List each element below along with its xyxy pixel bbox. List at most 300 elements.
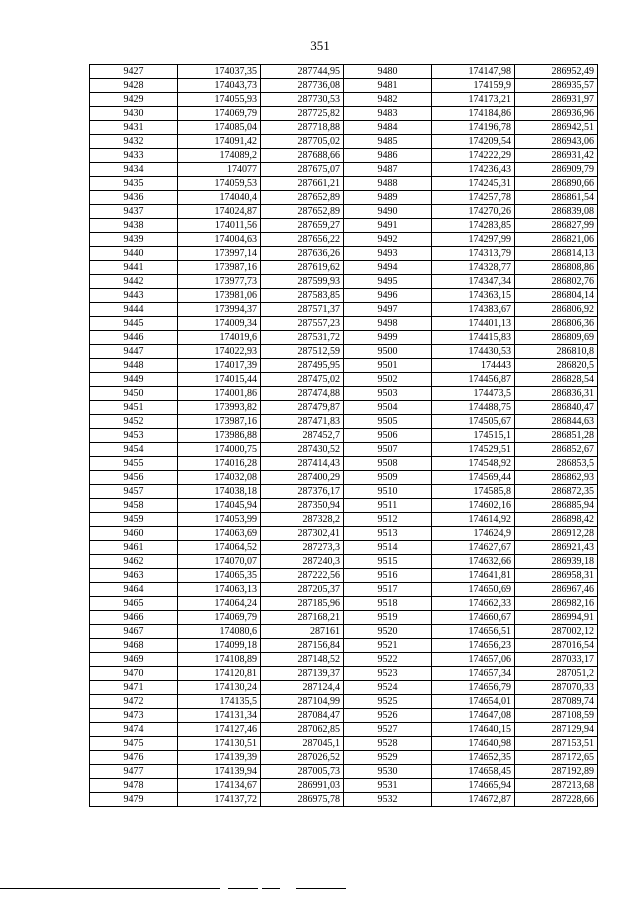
table-row	[90, 289, 598, 303]
y-coordinate-cell: 286939,18	[515, 555, 598, 569]
x-coordinate-cell: 173997,14	[178, 247, 261, 261]
x-coordinate-cell: 174053,99	[178, 513, 261, 527]
table-row	[90, 107, 598, 121]
point-number-cell: 9468	[90, 639, 178, 653]
point-number-cell: 9477	[90, 765, 178, 779]
y-coordinate-cell: 287129,94	[515, 723, 598, 737]
x-coordinate-cell: 174016,28	[178, 457, 261, 471]
x-coordinate-cell: 174037,35	[178, 65, 261, 79]
x-coordinate-cell: 174173,21	[432, 93, 515, 107]
point-number-cell: 9441	[90, 261, 178, 275]
x-coordinate-cell: 174614,92	[432, 513, 515, 527]
y-coordinate-cell: 287705,02	[261, 135, 344, 149]
x-coordinate-cell: 174080,6	[178, 625, 261, 639]
x-coordinate-cell: 174059,53	[178, 177, 261, 191]
point-number-cell: 9526	[344, 709, 432, 723]
y-coordinate-cell: 287240,3	[261, 555, 344, 569]
y-coordinate-cell: 286967,46	[515, 583, 598, 597]
point-number-cell: 9437	[90, 205, 178, 219]
x-coordinate-cell: 174657,06	[432, 653, 515, 667]
table-row	[90, 401, 598, 415]
y-coordinate-cell: 286921,43	[515, 541, 598, 555]
y-coordinate-cell: 286839,08	[515, 205, 598, 219]
y-coordinate-cell: 287148,52	[261, 653, 344, 667]
x-coordinate-cell: 174654,01	[432, 695, 515, 709]
y-coordinate-cell: 287273,3	[261, 541, 344, 555]
point-number-cell: 9510	[344, 485, 432, 499]
point-number-cell: 9470	[90, 667, 178, 681]
y-coordinate-cell: 287725,82	[261, 107, 344, 121]
x-coordinate-cell: 174127,46	[178, 723, 261, 737]
x-coordinate-cell: 174430,53	[432, 345, 515, 359]
x-coordinate-cell: 174108,89	[178, 653, 261, 667]
y-coordinate-cell: 286872,35	[515, 485, 598, 499]
point-number-cell: 9519	[344, 611, 432, 625]
x-coordinate-cell: 174548,92	[432, 457, 515, 471]
x-coordinate-cell: 174055,93	[178, 93, 261, 107]
point-number-cell: 9428	[90, 79, 178, 93]
x-coordinate-cell: 174089,2	[178, 149, 261, 163]
point-number-cell: 9452	[90, 415, 178, 429]
y-coordinate-cell: 287452,7	[261, 429, 344, 443]
y-coordinate-cell: 287479,87	[261, 401, 344, 415]
point-number-cell: 9531	[344, 779, 432, 793]
point-number-cell: 9449	[90, 373, 178, 387]
x-coordinate-cell: 174313,79	[432, 247, 515, 261]
y-coordinate-cell: 287228,66	[515, 793, 598, 807]
y-coordinate-cell: 286898,42	[515, 513, 598, 527]
x-coordinate-cell: 174585,8	[432, 485, 515, 499]
x-coordinate-cell: 174130,51	[178, 737, 261, 751]
point-number-cell: 9480	[344, 65, 432, 79]
table-row	[90, 471, 598, 485]
y-coordinate-cell: 286861,54	[515, 191, 598, 205]
x-coordinate-cell: 174569,44	[432, 471, 515, 485]
x-coordinate-cell: 174443	[432, 359, 515, 373]
x-coordinate-cell: 174488,75	[432, 401, 515, 415]
x-coordinate-cell: 174383,67	[432, 303, 515, 317]
y-coordinate-cell: 286943,06	[515, 135, 598, 149]
y-coordinate-cell: 287474,88	[261, 387, 344, 401]
point-number-cell: 9472	[90, 695, 178, 709]
x-coordinate-cell: 174363,15	[432, 289, 515, 303]
y-coordinate-cell: 287185,96	[261, 597, 344, 611]
point-number-cell: 9497	[344, 303, 432, 317]
table-row	[90, 639, 598, 653]
y-coordinate-cell: 287002,12	[515, 625, 598, 639]
y-coordinate-cell: 286952,49	[515, 65, 598, 79]
table-row	[90, 765, 598, 779]
point-number-cell: 9432	[90, 135, 178, 149]
y-coordinate-cell: 287471,83	[261, 415, 344, 429]
y-coordinate-cell: 287124,4	[261, 681, 344, 695]
point-number-cell: 9434	[90, 163, 178, 177]
y-coordinate-cell: 286851,28	[515, 429, 598, 443]
table-row	[90, 569, 598, 583]
table-row	[90, 499, 598, 513]
x-coordinate-cell: 174000,75	[178, 443, 261, 457]
y-coordinate-cell: 287070,33	[515, 681, 598, 695]
y-coordinate-cell: 287084,47	[261, 709, 344, 723]
x-coordinate-cell: 174134,67	[178, 779, 261, 793]
table-row	[90, 135, 598, 149]
x-coordinate-cell: 174657,34	[432, 667, 515, 681]
table-row	[90, 737, 598, 751]
y-coordinate-cell: 286821,06	[515, 233, 598, 247]
x-coordinate-cell: 174222,29	[432, 149, 515, 163]
y-coordinate-cell: 286810,8	[515, 345, 598, 359]
y-coordinate-cell: 287104,99	[261, 695, 344, 709]
y-coordinate-cell: 287675,07	[261, 163, 344, 177]
y-coordinate-cell: 287172,65	[515, 751, 598, 765]
point-number-cell: 9465	[90, 597, 178, 611]
x-coordinate-cell: 174017,39	[178, 359, 261, 373]
y-coordinate-cell: 286909,79	[515, 163, 598, 177]
x-coordinate-cell: 174009,34	[178, 317, 261, 331]
point-number-cell: 9502	[344, 373, 432, 387]
table-row	[90, 149, 598, 163]
point-number-cell: 9467	[90, 625, 178, 639]
point-number-cell: 9505	[344, 415, 432, 429]
x-coordinate-cell: 174139,39	[178, 751, 261, 765]
y-coordinate-cell: 286804,14	[515, 289, 598, 303]
x-coordinate-cell: 174515,1	[432, 429, 515, 443]
table-row	[90, 163, 598, 177]
table-row	[90, 275, 598, 289]
point-number-cell: 9460	[90, 527, 178, 541]
x-coordinate-cell: 174602,16	[432, 499, 515, 513]
table-row	[90, 93, 598, 107]
y-coordinate-cell: 286806,92	[515, 303, 598, 317]
y-coordinate-cell: 286820,5	[515, 359, 598, 373]
point-number-cell: 9508	[344, 457, 432, 471]
footer-rule	[296, 888, 346, 889]
point-number-cell: 9461	[90, 541, 178, 555]
x-coordinate-cell: 174665,94	[432, 779, 515, 793]
point-number-cell: 9492	[344, 233, 432, 247]
point-number-cell: 9459	[90, 513, 178, 527]
x-coordinate-cell: 174091,42	[178, 135, 261, 149]
table-row	[90, 779, 598, 793]
point-number-cell: 9491	[344, 219, 432, 233]
table-row	[90, 233, 598, 247]
y-coordinate-cell: 287156,84	[261, 639, 344, 653]
y-coordinate-cell: 287045,1	[261, 737, 344, 751]
x-coordinate-cell: 174147,98	[432, 65, 515, 79]
point-number-cell: 9446	[90, 331, 178, 345]
point-number-cell: 9455	[90, 457, 178, 471]
point-number-cell: 9436	[90, 191, 178, 205]
table-row	[90, 695, 598, 709]
point-number-cell: 9522	[344, 653, 432, 667]
point-number-cell: 9512	[344, 513, 432, 527]
y-coordinate-cell: 287495,95	[261, 359, 344, 373]
point-number-cell: 9471	[90, 681, 178, 695]
table-row	[90, 583, 598, 597]
table-row	[90, 527, 598, 541]
x-coordinate-cell: 174019,6	[178, 331, 261, 345]
y-coordinate-cell: 286890,66	[515, 177, 598, 191]
point-number-cell: 9494	[344, 261, 432, 275]
y-coordinate-cell: 287571,37	[261, 303, 344, 317]
point-number-cell: 9506	[344, 429, 432, 443]
table-row	[90, 373, 598, 387]
point-number-cell: 9435	[90, 177, 178, 191]
coordinates-table-body	[90, 65, 598, 807]
point-number-cell: 9464	[90, 583, 178, 597]
x-coordinate-cell: 174236,43	[432, 163, 515, 177]
x-coordinate-cell: 174640,98	[432, 737, 515, 751]
x-coordinate-cell: 174328,77	[432, 261, 515, 275]
x-coordinate-cell: 174640,15	[432, 723, 515, 737]
point-number-cell: 9495	[344, 275, 432, 289]
x-coordinate-cell: 174077	[178, 163, 261, 177]
table-row	[90, 751, 598, 765]
y-coordinate-cell: 287718,88	[261, 121, 344, 135]
y-coordinate-cell: 286840,47	[515, 401, 598, 415]
y-coordinate-cell: 287636,26	[261, 247, 344, 261]
y-coordinate-cell: 287033,17	[515, 653, 598, 667]
y-coordinate-cell: 287599,93	[261, 275, 344, 289]
x-coordinate-cell: 174137,72	[178, 793, 261, 807]
x-coordinate-cell: 174135,5	[178, 695, 261, 709]
point-number-cell: 9462	[90, 555, 178, 569]
x-coordinate-cell: 174662,33	[432, 597, 515, 611]
x-coordinate-cell: 174658,45	[432, 765, 515, 779]
x-coordinate-cell: 174632,66	[432, 555, 515, 569]
x-coordinate-cell: 174159,9	[432, 79, 515, 93]
point-number-cell: 9481	[344, 79, 432, 93]
x-coordinate-cell: 173987,16	[178, 415, 261, 429]
y-coordinate-cell: 286975,78	[261, 793, 344, 807]
y-coordinate-cell: 287430,52	[261, 443, 344, 457]
x-coordinate-cell: 174038,18	[178, 485, 261, 499]
x-coordinate-cell: 174245,31	[432, 177, 515, 191]
x-coordinate-cell: 174120,81	[178, 667, 261, 681]
table-row	[90, 625, 598, 639]
y-coordinate-cell: 286991,03	[261, 779, 344, 793]
y-coordinate-cell: 286802,76	[515, 275, 598, 289]
x-coordinate-cell: 174672,87	[432, 793, 515, 807]
table-row	[90, 681, 598, 695]
y-coordinate-cell: 286828,54	[515, 373, 598, 387]
x-coordinate-cell: 174647,08	[432, 709, 515, 723]
y-coordinate-cell: 287153,51	[515, 737, 598, 751]
y-coordinate-cell: 286931,97	[515, 93, 598, 107]
y-coordinate-cell: 286942,51	[515, 121, 598, 135]
table-row	[90, 191, 598, 205]
y-coordinate-cell: 286931,42	[515, 149, 598, 163]
page-number: 351	[310, 38, 330, 53]
point-number-cell: 9438	[90, 219, 178, 233]
x-coordinate-cell: 174656,23	[432, 639, 515, 653]
point-number-cell: 9485	[344, 135, 432, 149]
point-number-cell: 9475	[90, 737, 178, 751]
y-coordinate-cell: 286806,36	[515, 317, 598, 331]
x-coordinate-cell: 174270,26	[432, 205, 515, 219]
x-coordinate-cell: 174063,13	[178, 583, 261, 597]
table-row	[90, 331, 598, 345]
x-coordinate-cell: 173986,88	[178, 429, 261, 443]
table-row	[90, 485, 598, 499]
y-coordinate-cell: 286844,63	[515, 415, 598, 429]
x-coordinate-cell: 174505,67	[432, 415, 515, 429]
point-number-cell: 9482	[344, 93, 432, 107]
y-coordinate-cell: 286809,69	[515, 331, 598, 345]
point-number-cell: 9521	[344, 639, 432, 653]
y-coordinate-cell: 286982,16	[515, 597, 598, 611]
point-number-cell: 9493	[344, 247, 432, 261]
point-number-cell: 9518	[344, 597, 432, 611]
point-number-cell: 9433	[90, 149, 178, 163]
x-coordinate-cell: 174063,69	[178, 527, 261, 541]
x-coordinate-cell: 174130,24	[178, 681, 261, 695]
x-coordinate-cell: 174065,35	[178, 569, 261, 583]
point-number-cell: 9504	[344, 401, 432, 415]
x-coordinate-cell: 174529,51	[432, 443, 515, 457]
y-coordinate-cell: 286885,94	[515, 499, 598, 513]
point-number-cell: 9529	[344, 751, 432, 765]
y-coordinate-cell: 287051,2	[515, 667, 598, 681]
y-coordinate-cell: 287652,89	[261, 191, 344, 205]
table-row	[90, 723, 598, 737]
table-row	[90, 261, 598, 275]
y-coordinate-cell: 287062,85	[261, 723, 344, 737]
point-number-cell: 9500	[344, 345, 432, 359]
table-row	[90, 793, 598, 807]
table-row	[90, 177, 598, 191]
y-coordinate-cell: 287222,56	[261, 569, 344, 583]
point-number-cell: 9487	[344, 163, 432, 177]
table-row	[90, 219, 598, 233]
point-number-cell: 9442	[90, 275, 178, 289]
x-coordinate-cell: 173981,06	[178, 289, 261, 303]
point-number-cell: 9501	[344, 359, 432, 373]
point-number-cell: 9448	[90, 359, 178, 373]
y-coordinate-cell: 287005,73	[261, 765, 344, 779]
table-row	[90, 443, 598, 457]
y-coordinate-cell: 287744,95	[261, 65, 344, 79]
point-number-cell: 9439	[90, 233, 178, 247]
x-coordinate-cell: 174070,07	[178, 555, 261, 569]
y-coordinate-cell: 287213,68	[515, 779, 598, 793]
y-coordinate-cell: 287557,23	[261, 317, 344, 331]
x-coordinate-cell: 173994,37	[178, 303, 261, 317]
table-row	[90, 205, 598, 219]
point-number-cell: 9511	[344, 499, 432, 513]
y-coordinate-cell: 287328,2	[261, 513, 344, 527]
point-number-cell: 9431	[90, 121, 178, 135]
x-coordinate-cell: 174085,04	[178, 121, 261, 135]
table-row	[90, 317, 598, 331]
point-number-cell: 9478	[90, 779, 178, 793]
x-coordinate-cell: 174196,78	[432, 121, 515, 135]
table-row	[90, 345, 598, 359]
table-row	[90, 513, 598, 527]
point-number-cell: 9520	[344, 625, 432, 639]
x-coordinate-cell: 174045,94	[178, 499, 261, 513]
y-coordinate-cell: 287652,89	[261, 205, 344, 219]
x-coordinate-cell: 174297,99	[432, 233, 515, 247]
point-number-cell: 9503	[344, 387, 432, 401]
y-coordinate-cell: 286862,93	[515, 471, 598, 485]
x-coordinate-cell: 174415,83	[432, 331, 515, 345]
y-coordinate-cell: 287376,17	[261, 485, 344, 499]
x-coordinate-cell: 174401,13	[432, 317, 515, 331]
y-coordinate-cell: 287400,29	[261, 471, 344, 485]
table-row	[90, 429, 598, 443]
y-coordinate-cell: 286836,31	[515, 387, 598, 401]
table-row	[90, 359, 598, 373]
table-row	[90, 541, 598, 555]
point-number-cell: 9454	[90, 443, 178, 457]
x-coordinate-cell: 174131,34	[178, 709, 261, 723]
point-number-cell: 9509	[344, 471, 432, 485]
x-coordinate-cell: 174656,51	[432, 625, 515, 639]
x-coordinate-cell: 174209,54	[432, 135, 515, 149]
table-row	[90, 709, 598, 723]
y-coordinate-cell: 286912,28	[515, 527, 598, 541]
y-coordinate-cell: 286994,91	[515, 611, 598, 625]
point-number-cell: 9489	[344, 191, 432, 205]
x-coordinate-cell: 173987,16	[178, 261, 261, 275]
y-coordinate-cell: 286935,57	[515, 79, 598, 93]
table-row	[90, 79, 598, 93]
point-number-cell: 9496	[344, 289, 432, 303]
point-number-cell: 9507	[344, 443, 432, 457]
footer-rule	[0, 888, 220, 889]
y-coordinate-cell: 286958,31	[515, 569, 598, 583]
point-number-cell: 9430	[90, 107, 178, 121]
point-number-cell: 9490	[344, 205, 432, 219]
point-number-cell: 9440	[90, 247, 178, 261]
x-coordinate-cell: 174641,81	[432, 569, 515, 583]
point-number-cell: 9458	[90, 499, 178, 513]
point-number-cell: 9445	[90, 317, 178, 331]
point-number-cell: 9528	[344, 737, 432, 751]
y-coordinate-cell: 287161	[261, 625, 344, 639]
x-coordinate-cell: 174032,08	[178, 471, 261, 485]
point-number-cell: 9527	[344, 723, 432, 737]
y-coordinate-cell: 287350,94	[261, 499, 344, 513]
point-number-cell: 9429	[90, 93, 178, 107]
y-coordinate-cell: 287661,21	[261, 177, 344, 191]
point-number-cell: 9488	[344, 177, 432, 191]
point-number-cell: 9523	[344, 667, 432, 681]
point-number-cell: 9469	[90, 653, 178, 667]
y-coordinate-cell: 287168,21	[261, 611, 344, 625]
point-number-cell: 9525	[344, 695, 432, 709]
y-coordinate-cell: 287089,74	[515, 695, 598, 709]
y-coordinate-cell: 286853,5	[515, 457, 598, 471]
point-number-cell: 9473	[90, 709, 178, 723]
table-row	[90, 65, 598, 79]
x-coordinate-cell: 174624,9	[432, 527, 515, 541]
x-coordinate-cell: 174001,86	[178, 387, 261, 401]
x-coordinate-cell: 174040,4	[178, 191, 261, 205]
y-coordinate-cell: 286814,13	[515, 247, 598, 261]
point-number-cell: 9476	[90, 751, 178, 765]
footer-rule	[262, 888, 280, 889]
x-coordinate-cell: 174004,63	[178, 233, 261, 247]
point-number-cell: 9498	[344, 317, 432, 331]
point-number-cell: 9514	[344, 541, 432, 555]
table-row	[90, 247, 598, 261]
y-coordinate-cell: 287026,52	[261, 751, 344, 765]
point-number-cell: 9457	[90, 485, 178, 499]
y-coordinate-cell: 286936,96	[515, 107, 598, 121]
x-coordinate-cell: 174139,94	[178, 765, 261, 779]
